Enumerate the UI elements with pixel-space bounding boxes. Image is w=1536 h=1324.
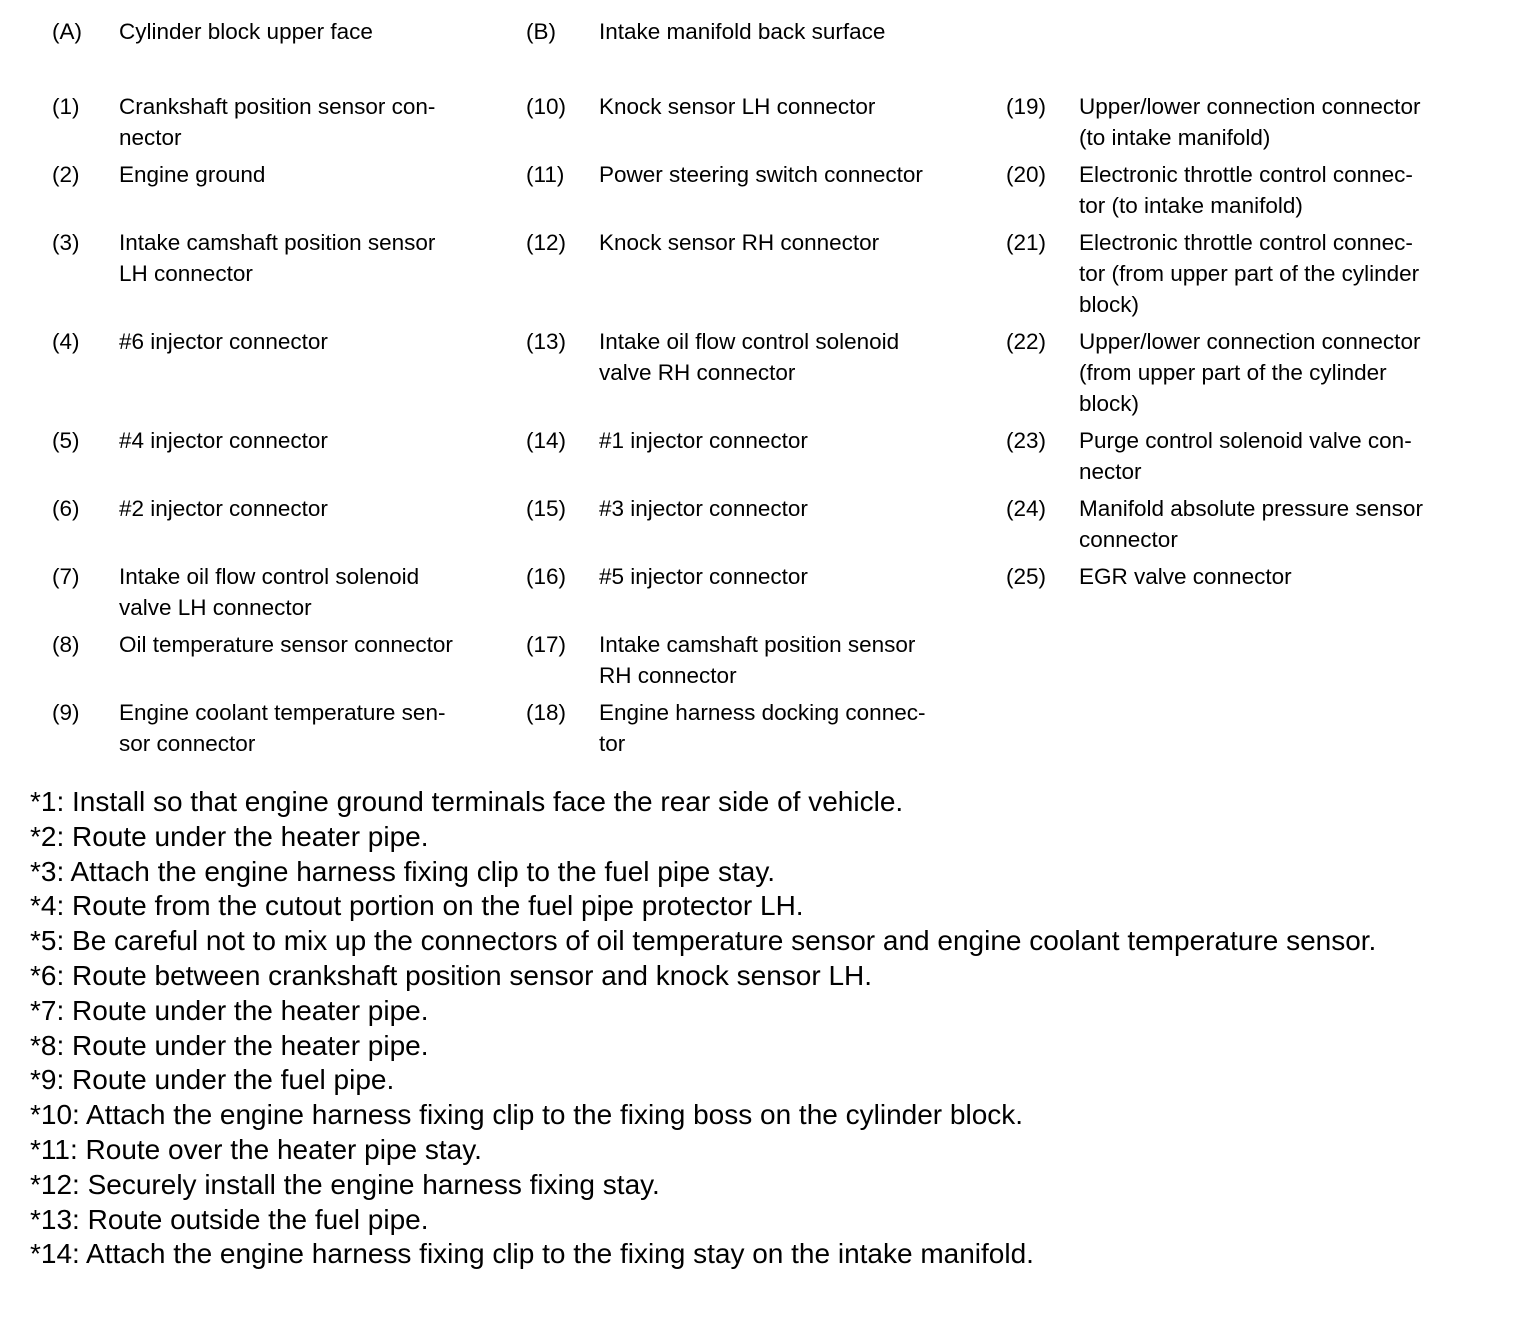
legend-line: block)	[1079, 391, 1140, 416]
legend-label: (5)	[52, 428, 80, 453]
legend-label: (11)	[526, 162, 565, 187]
legend-line: Engine harness docking connec-	[599, 700, 926, 725]
legend-line: connector	[1079, 527, 1178, 552]
note-10: *10: Attach the engine harness fixing clip to the fixing boss on the cylinder block.	[30, 1099, 1024, 1131]
legend-line: tor (to intake manifold)	[1079, 193, 1303, 218]
legend-line: #1 injector connector	[599, 428, 808, 453]
legend-line: sor connector	[119, 731, 256, 756]
legend-line: Knock sensor RH connector	[599, 230, 880, 255]
legend-label: (12)	[526, 230, 567, 255]
legend-line: Purge control solenoid valve con-	[1079, 428, 1412, 453]
legend-line: (from upper part of the cylinder	[1079, 360, 1387, 385]
legend-line: Engine ground	[119, 162, 266, 187]
legend-line: EGR valve connector	[1079, 564, 1292, 589]
notes-list	[30, 785, 1520, 1272]
legend-label: (4)	[52, 329, 80, 354]
legend-line: Knock sensor LH connector	[599, 94, 876, 119]
legend-line: RH connector	[599, 663, 737, 688]
legend-line: #6 injector connector	[119, 329, 328, 354]
legend-line: Upper/lower connection connector	[1079, 94, 1421, 119]
legend-label: (19)	[1006, 94, 1047, 119]
legend-label: (6)	[52, 496, 80, 521]
legend-line: tor	[599, 731, 626, 756]
legend-label: (14)	[526, 428, 567, 453]
legend-line: Engine coolant temperature sen-	[119, 700, 446, 725]
note-3: *3: Attach the engine harness fixing clip to the fuel pipe stay.	[30, 855, 776, 887]
legend-line: Electronic throttle control connec-	[1079, 162, 1413, 187]
legend-line: Manifold absolute pressure sensor	[1079, 496, 1423, 521]
legend-line: Intake camshaft position sensor	[119, 230, 436, 255]
legend-label: (3)	[52, 230, 80, 255]
legend-line: tor (from upper part of the cylinder	[1079, 261, 1420, 286]
legend-label: (8)	[52, 632, 80, 657]
legend-label: (20)	[1006, 162, 1047, 187]
legend-line: Intake camshaft position sensor	[599, 632, 916, 657]
legend-line: Oil temperature sensor connector	[119, 632, 453, 657]
legend-label: (13)	[526, 329, 567, 354]
legend-line: Power steering switch connector	[599, 162, 923, 187]
legend-line: nector	[119, 125, 182, 150]
note-5: *5: Be careful not to mix up the connectors of oil temperature sensor and engine coolant temperature sensor.	[30, 925, 1377, 957]
note-7: *7: Route under the heater pipe.	[30, 994, 429, 1026]
legend-line: #2 injector connector	[119, 496, 328, 521]
legend-line: valve LH connector	[119, 595, 312, 620]
legend-text: Cylinder block upper face	[119, 19, 373, 44]
legend-label: (15)	[526, 496, 567, 521]
note-14: *14: Attach the engine harness fixing clip to the fixing stay on the intake manifold.	[30, 1238, 1034, 1270]
legend-label: (10)	[526, 94, 567, 119]
note-2: *2: Route under the heater pipe.	[30, 820, 429, 852]
legend-label: (A)	[52, 19, 82, 44]
legend-label: (24)	[1006, 496, 1047, 521]
legend-label: (21)	[1006, 230, 1047, 255]
legend-label: (1)	[52, 94, 80, 119]
legend-line: (to intake manifold)	[1079, 125, 1271, 150]
legend-line: Intake oil flow control solenoid	[599, 329, 900, 354]
legend-line: #4 injector connector	[119, 428, 328, 453]
note-1: *1: Install so that engine ground terminals face the rear side of vehicle.	[30, 786, 904, 817]
legend-line: Upper/lower connection connector	[1079, 329, 1421, 354]
legend-label: (25)	[1006, 564, 1047, 589]
note-11: *11: Route over the heater pipe stay.	[30, 1133, 482, 1165]
legend-label: (7)	[52, 564, 80, 589]
legend-label: (16)	[526, 564, 567, 589]
legend-line: Intake oil flow control solenoid	[119, 564, 420, 589]
legend-line: nector	[1079, 459, 1142, 484]
legend-line: valve RH connector	[599, 360, 796, 385]
legend-label: (23)	[1006, 428, 1047, 453]
note-13: *13: Route outside the fuel pipe.	[30, 1203, 429, 1235]
note-6: *6: Route between crankshaft position sensor and knock sensor LH.	[30, 959, 873, 991]
note-4: *4: Route from the cutout portion on the fuel pipe protector LH.	[30, 890, 804, 922]
legend-label: (9)	[52, 700, 80, 725]
legend-line: #5 injector connector	[599, 564, 808, 589]
note-9: *9: Route under the fuel pipe.	[30, 1064, 395, 1096]
legend-label: (B)	[526, 19, 556, 44]
legend-line: block)	[1079, 292, 1140, 317]
legend-label: (17)	[526, 632, 567, 657]
note-12: *12: Securely install the engine harness fixing stay.	[30, 1168, 660, 1200]
legend-label: (18)	[526, 700, 567, 725]
legend-label: (2)	[52, 162, 80, 187]
legend-line: #3 injector connector	[599, 496, 808, 521]
legend-line: LH connector	[119, 261, 253, 286]
note-8: *8: Route under the heater pipe.	[30, 1029, 429, 1061]
legend-text: Intake manifold back surface	[599, 19, 886, 44]
legend-line: Electronic throttle control connec-	[1079, 230, 1413, 255]
legend-label: (22)	[1006, 329, 1047, 354]
legend-line: Crankshaft position sensor con-	[119, 94, 436, 119]
